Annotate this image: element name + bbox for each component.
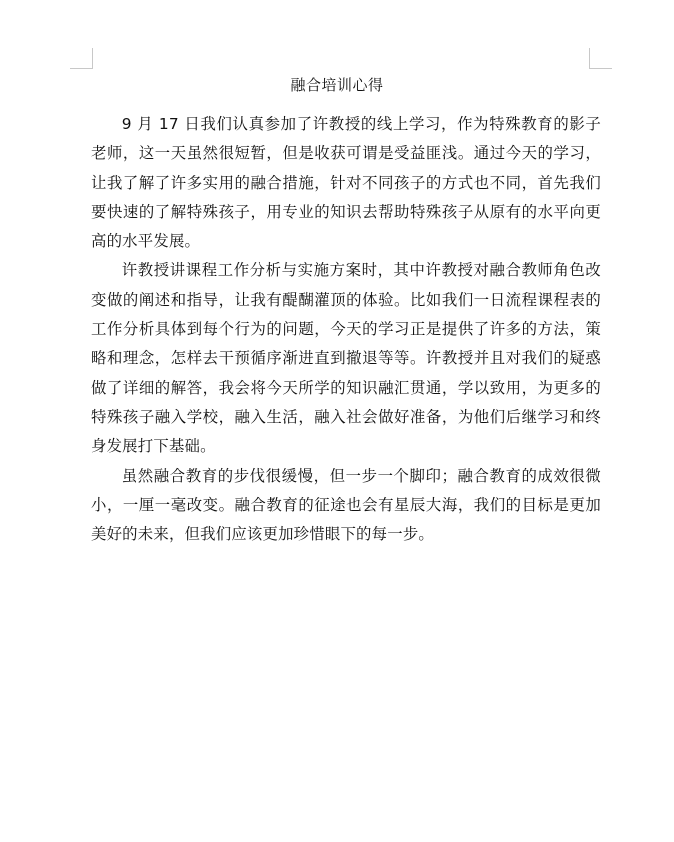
top-right-margin-mark [589, 48, 612, 69]
document-body [91, 110, 601, 549]
top-left-margin-mark [70, 48, 93, 69]
paragraph-2: 许教授讲课程工作分析与实施方案时，其中许教授对融合教师角色改变做的阐述和指导，让我有醍醐灌顶的体验。比如我们一日流程课程表的工作分析具体到每个行为的问题，今天的学习正是提供了许多的方法，策略和理念，怎样去干预循序渐进直到撤退等等。许教授并且对我们的疑惑做了详细的解答，我会将今天所学的知识融汇贯通，学以致用，为更多的特殊孩子融入学校，融入生活，融入社会做好准备，为他们后继学习和终身发展打下基础。 [91, 261, 601, 456]
paragraph-3: 虽然融合教育的步伐很缓慢，但一步一个脚印；融合教育的成效很微小，一厘一毫改变。融合教育的征途也会有星辰大海，我们的目标是更加美好的未来，但我们应该更加珍惜眼下的每一步。 [91, 466, 601, 544]
document-title: 融合培训心得 [290, 76, 384, 94]
paragraph-1: 9 月 17 日我们认真参加了许教授的线上学习，作为特殊教育的影子老师，这一天虽然很短暂，但是收获可谓是受益匪浅。通过今天的学习，让我了解了许多实用的融合措施，针对不同孩子的方式也不同，首先我们要快速的了解特殊孩子，用专业的知识去帮助特殊孩子从原有的水平向更高的水平发展。 [91, 115, 601, 251]
